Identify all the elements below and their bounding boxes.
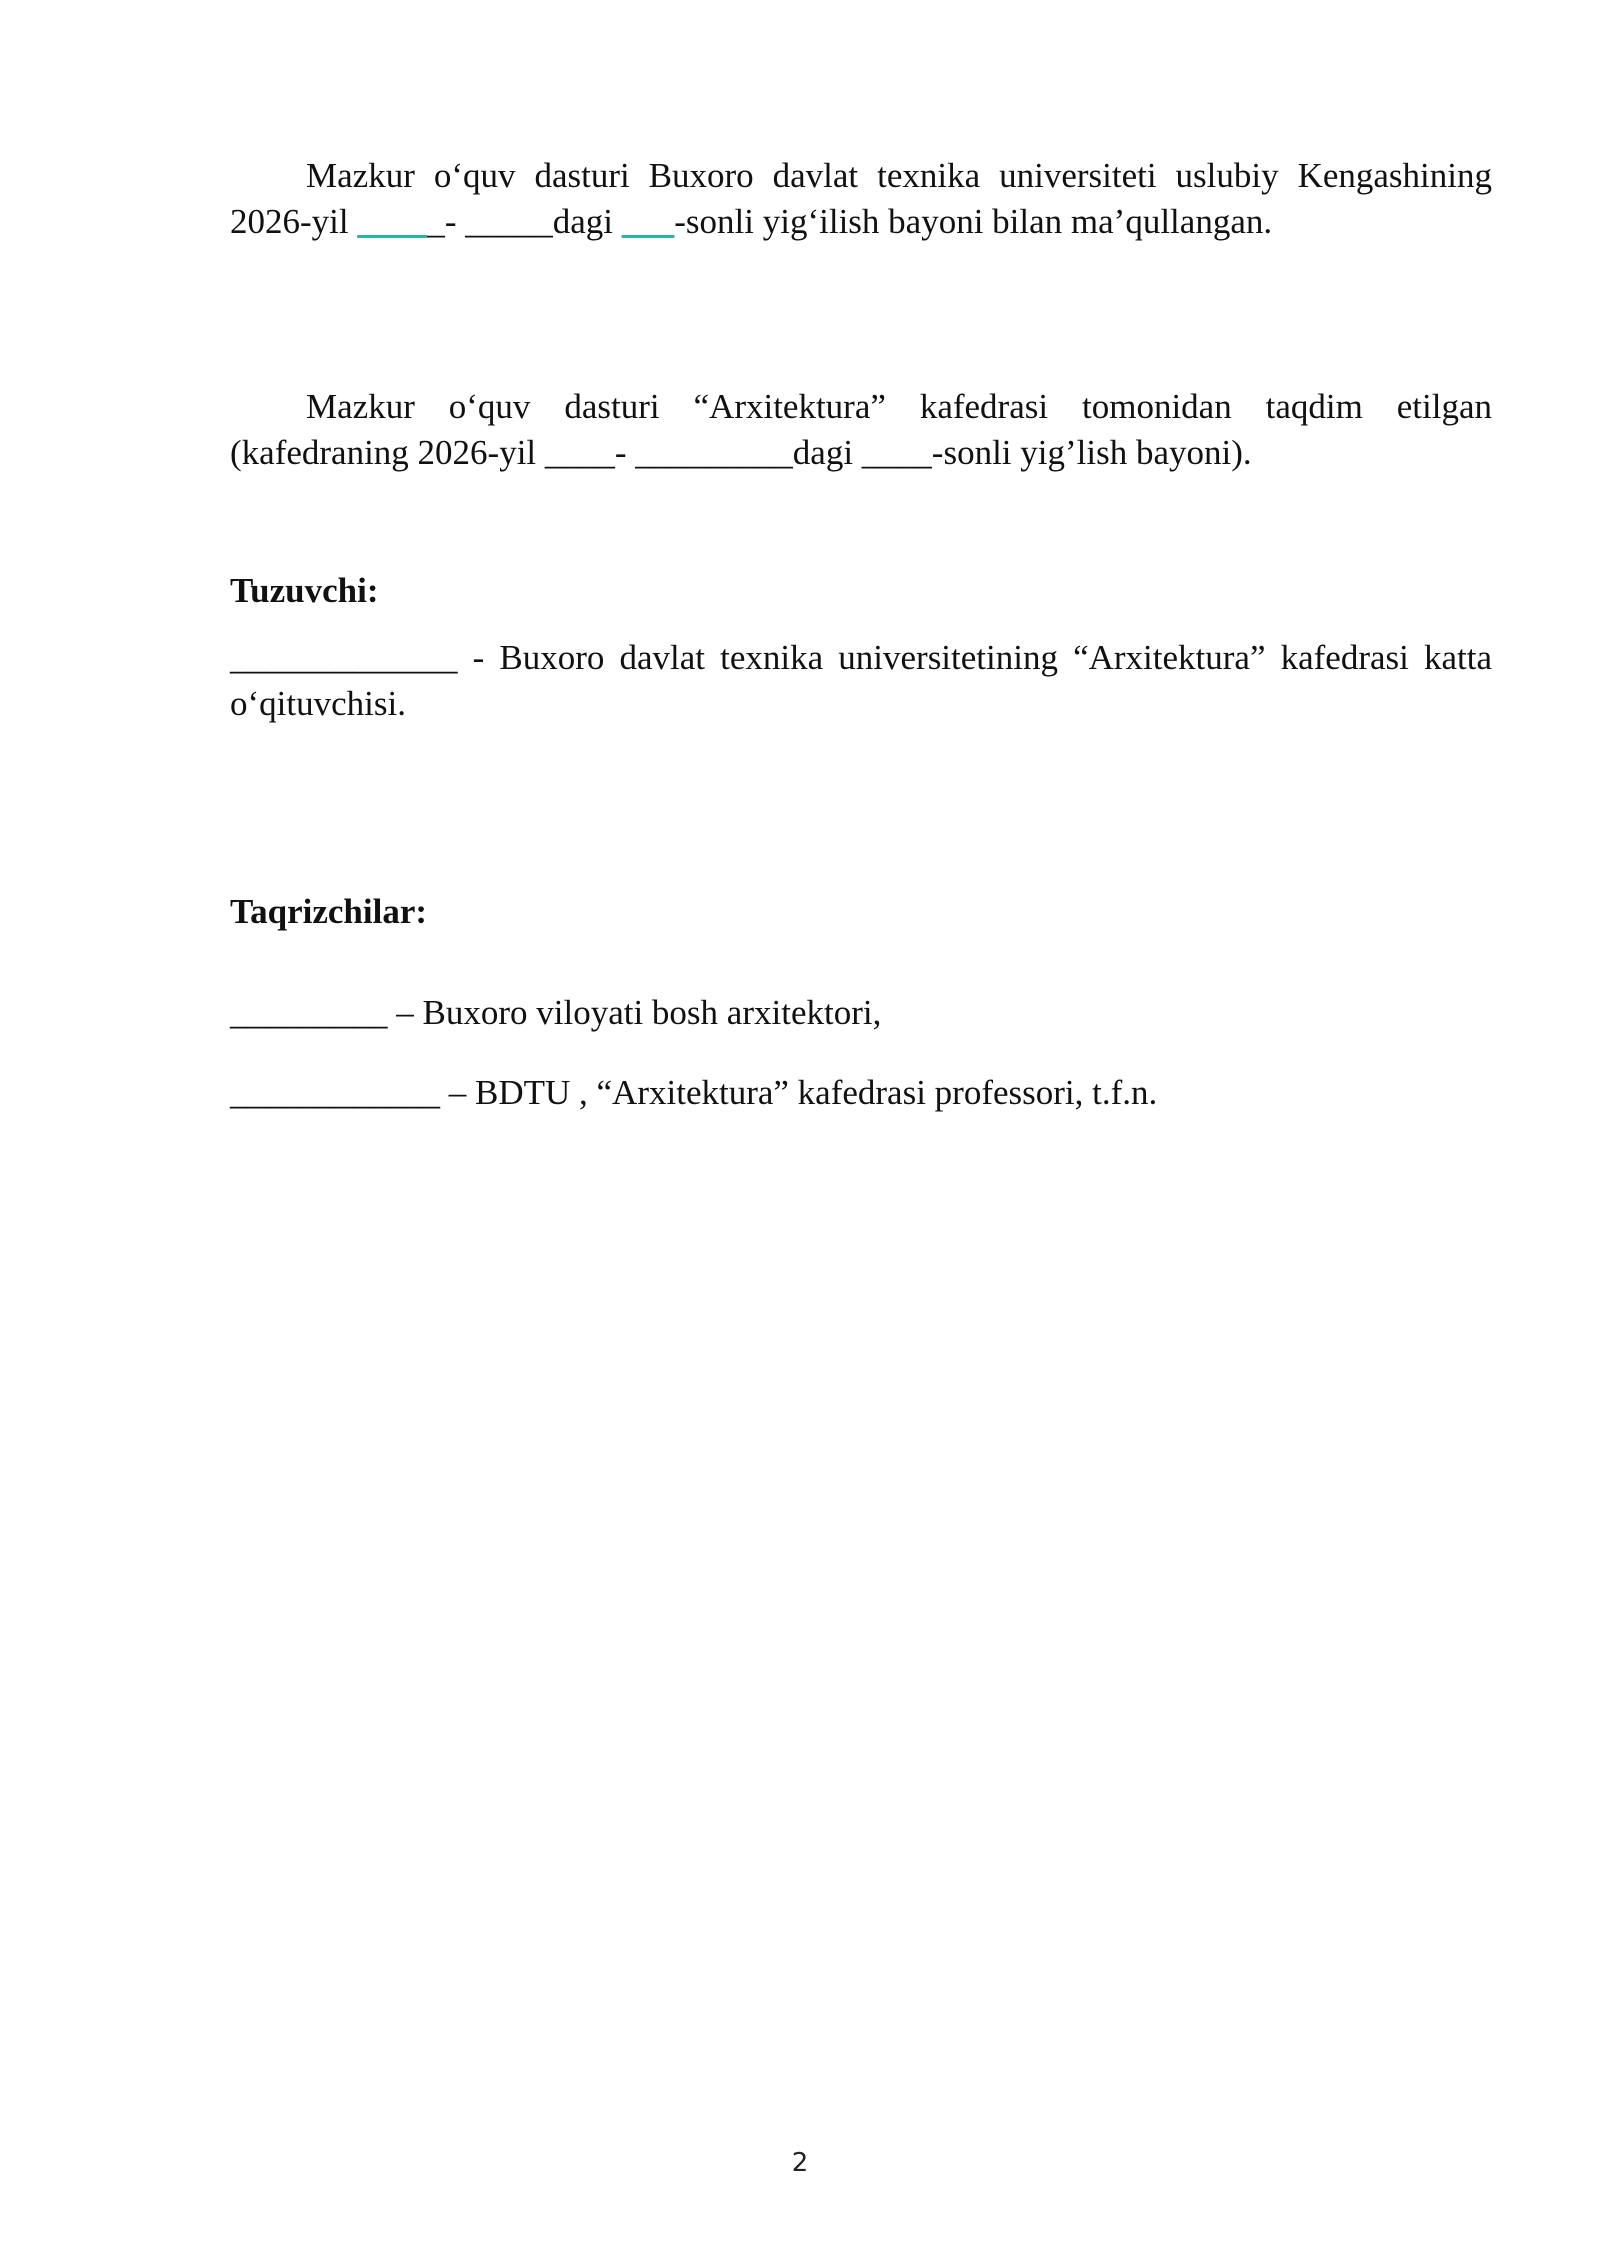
reviewer-line: ____________ – BDTU , “Arxitektura” kafedrasi professori, t.f.n. [230,1073,1158,1112]
page-number: 2 [791,2148,809,2178]
author-line: _____________ - Buxoro davlat texnika universitetining “Arxitektura” kafedrasi katta o‘qituvchisi. [230,638,1492,723]
reviewers-heading: Taqrizchilar: [230,892,428,931]
department-paragraph: Mazkur o‘quv dasturi “Arxitektura” kafedrasi tomonidan taqdim etilgan (kafedraning 2026-yil ____- _________dagi ____-sonli yig’lish bayoni). [230,387,1492,472]
approval-text-end: -sonli yig‘ilish bayoni bilan ma’qullangan. [674,202,1273,241]
approval-text-middle: _- _____dagi [427,202,622,241]
approval-number-blank: ___ [621,202,675,241]
approval-day-blank: ____ [357,202,428,241]
author-heading: Tuzuvchi: [230,571,379,610]
reviewer-line: _________ – Buxoro viloyati bosh arxitektori, [230,993,882,1032]
approval-paragraph [230,153,1492,245]
approval-text-start: Mazkur o‘quv dasturi Buxoro davlat texnika universiteti uslubiy Kengashining 2026-yil [230,156,1492,241]
